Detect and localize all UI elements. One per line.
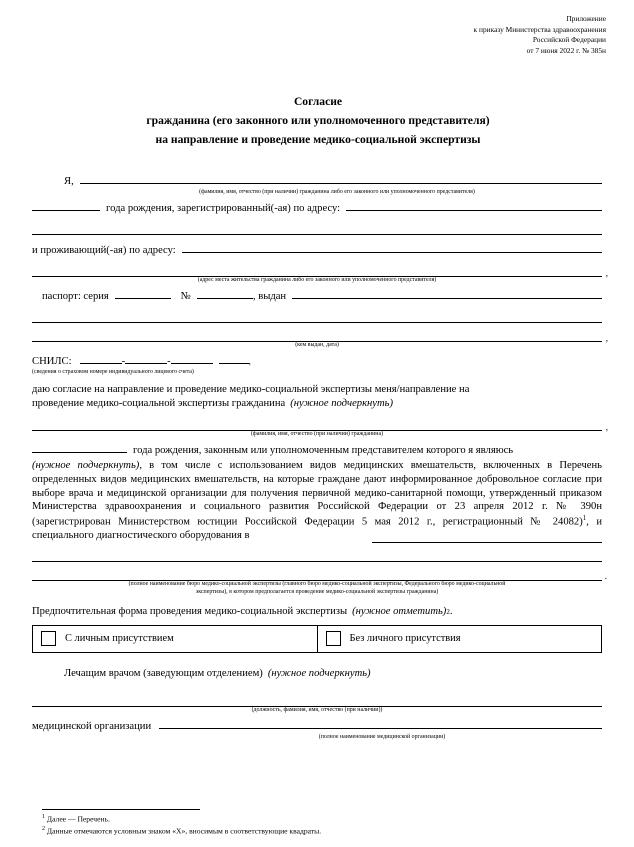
organization-name-field[interactable] — [159, 717, 602, 729]
footnote-1-number: 1 — [42, 814, 45, 821]
passport-end-comma: , — [605, 333, 608, 344]
representative-label: года рождения, законным или уполномоченным представителем которого я являюсь — [133, 445, 514, 457]
footnote-2-text: Данные отмечаются условным знаком «Х», вносимым в соответствующие квадраты. — [46, 826, 322, 836]
passport-issuer-field-line3[interactable] — [32, 329, 608, 344]
appendix-line-2: к приказу Министерства здравоохранения — [473, 24, 606, 34]
bureau-name-field[interactable] — [372, 531, 602, 543]
title-line-1: Согласие — [293, 95, 343, 108]
citizen-name-field[interactable] — [32, 418, 608, 433]
snils-caption: (сведения о страховом номере индивидуального лицевого счета) — [32, 368, 194, 375]
footnote-ref-1: 1 — [582, 514, 587, 523]
passport-label: паспорт: серия — [42, 291, 109, 303]
doctor-label: Лечащим врачом (заведующим отделением) — [64, 667, 263, 679]
bureau-end-period: . — [604, 571, 607, 582]
passport-number-field[interactable] — [197, 287, 253, 299]
footnote-2 — [42, 825, 542, 837]
birth-year-field[interactable] — [32, 199, 100, 211]
registration-address-field-line2[interactable] — [32, 222, 602, 235]
passport-row — [32, 287, 602, 304]
passport-number-label: № — [180, 291, 191, 303]
citizen-name-end-comma: , — [605, 422, 608, 433]
consent-statement — [32, 383, 602, 411]
declarant-name-field[interactable] — [80, 172, 602, 184]
document-title — [32, 93, 604, 149]
main-paragraph-text: , в том числе с использованием видов медицинских вмешательств, включенных в Перечень определенных видов медицинских вмешательств, на которые граждане дают информированное добровольное согласие при выборе врача и медицинской организации для получения первичной медико-санитарной помощи, утвержденный приказом Министерства здравоохранения и социального развития Российской Федерации от 23 апреля 2012 г. № 390н (зарегистрирован Министерством юстиции Российской Федерации 5 мая 2012 г., регистрационный № 24082) — [32, 460, 602, 528]
bureau-name-caption-line-1: (полное наименование бюро медико-социальной экспертизы (главного бюро медико-социальной экспертизы, Федерального бюро медико-социальной — [128, 581, 506, 588]
passport-series-field[interactable] — [115, 287, 171, 299]
snils-group-2[interactable] — [125, 352, 167, 364]
passport-issuer-field[interactable] — [292, 287, 602, 299]
residence-end-comma: , — [605, 267, 608, 278]
preferred-form-label: Предпочтительная форма проведения медико-социальной экспертизы — [32, 606, 348, 618]
residence-address-field[interactable] — [182, 241, 602, 253]
snils-group-3[interactable] — [171, 352, 213, 364]
preferred-form-period: . — [449, 606, 453, 618]
declarant-label: Я, — [64, 176, 74, 187]
title-line-3: на направление и проведение медико-социальной экспертизы — [155, 132, 481, 146]
citizen-name-caption: (фамилия, имя, отчество (при наличии) гражданина) — [250, 430, 384, 437]
footnotes — [42, 809, 542, 837]
citizen-birth-year-field[interactable] — [32, 441, 127, 453]
consent-line-2-text: проведение медико-социальной экспертизы гражданина — [32, 398, 286, 410]
consent-underline-hint: (нужное подчеркнуть) — [290, 398, 393, 410]
doctor-name-field[interactable] — [32, 694, 602, 707]
option-in-person-cell[interactable] — [33, 625, 318, 652]
snils-row: СНИЛС: - - , — [32, 352, 602, 369]
birth-registration-row — [32, 199, 602, 216]
bureau-name-field-line3[interactable] — [32, 568, 607, 582]
snils-end-comma: , — [248, 356, 251, 367]
organization-row — [32, 717, 602, 734]
title-line-2: гражданина (его законного или уполномоченного представителя) — [146, 113, 490, 127]
registration-address-field[interactable] — [346, 199, 602, 211]
main-paragraph-tail: , и специального диагностического оборудования в — [32, 516, 602, 542]
consent-line-2 — [32, 397, 602, 411]
bureau-name-caption-line-2: экспертизы), в котором предполагается проведение медико-социальной экспертизы гражданина) — [195, 589, 439, 596]
appendix-line-1: Приложение — [566, 14, 606, 23]
residence-label: и проживающий(-ая) по адресу: — [32, 244, 176, 256]
consent-line-1: даю согласие на направление и проведение медико-социальной экспертизы меня/направление на — [32, 384, 470, 396]
residence-address-caption: (адрес места жительства гражданина либо его законного или уполномоченного представителя) — [197, 276, 437, 283]
snils-group-4[interactable] — [219, 352, 249, 364]
organization-name-caption: (полное наименование медицинской организации) — [318, 733, 446, 740]
snils-label: СНИЛС: — [32, 356, 72, 368]
checkbox-remote[interactable] — [326, 631, 341, 646]
doctor-name-caption: (должность, фамилия, имя, отчество (при наличии)) — [251, 706, 383, 713]
table-row — [33, 625, 602, 652]
doctor-row — [32, 667, 602, 681]
preferred-form-options-table — [32, 625, 602, 653]
snils-group-1[interactable] — [80, 352, 122, 364]
footnote-1-text: Далее — Перечень. — [46, 814, 110, 824]
option-remote-cell[interactable] — [317, 625, 602, 652]
passport-issuer-field-line2[interactable] — [32, 310, 602, 323]
residence-row — [32, 241, 602, 258]
appendix-header — [366, 14, 606, 56]
form-body — [32, 172, 608, 741]
bureau-name-caption — [32, 581, 602, 597]
appendix-line-4: от 7 июня 2022 г. № 385н — [526, 45, 606, 55]
option-in-person-label: С личным присутствием — [65, 633, 174, 645]
footnote-2-number: 2 — [42, 826, 45, 833]
passport-issued-label: , выдан — [252, 291, 287, 303]
preferred-form-row — [32, 605, 602, 619]
preferred-form-hint: (нужное отметить) — [352, 606, 447, 618]
birth-registration-label: года рождения, зарегистрированный(-ая) по адресу: — [106, 203, 341, 215]
representative-row — [32, 441, 602, 458]
declarant-row — [32, 172, 602, 189]
declarant-name-caption: (фамилия, имя, отчество (при наличии) гражданина либо его законного или уполномоченного представителя) — [199, 188, 475, 195]
footnote-1 — [42, 813, 542, 825]
checkbox-in-person[interactable] — [41, 631, 56, 646]
appendix-line-3: Российской Федерации — [532, 35, 606, 45]
option-remote-label: Без личного присутствия — [349, 633, 461, 645]
passport-issuer-caption: (кем выдан, дата) — [295, 341, 339, 348]
footnote-ref-2: 2 — [446, 608, 450, 617]
doctor-underline-hint: (нужное подчеркнуть) — [267, 667, 371, 679]
footnote-separator — [42, 809, 200, 810]
bureau-name-field-line2[interactable] — [32, 549, 602, 562]
residence-address-field-line2[interactable] — [32, 264, 608, 278]
organization-label: медицинской организации — [32, 720, 152, 732]
main-paragraph-underline-hint: (нужное подчеркнуть) — [32, 460, 140, 471]
